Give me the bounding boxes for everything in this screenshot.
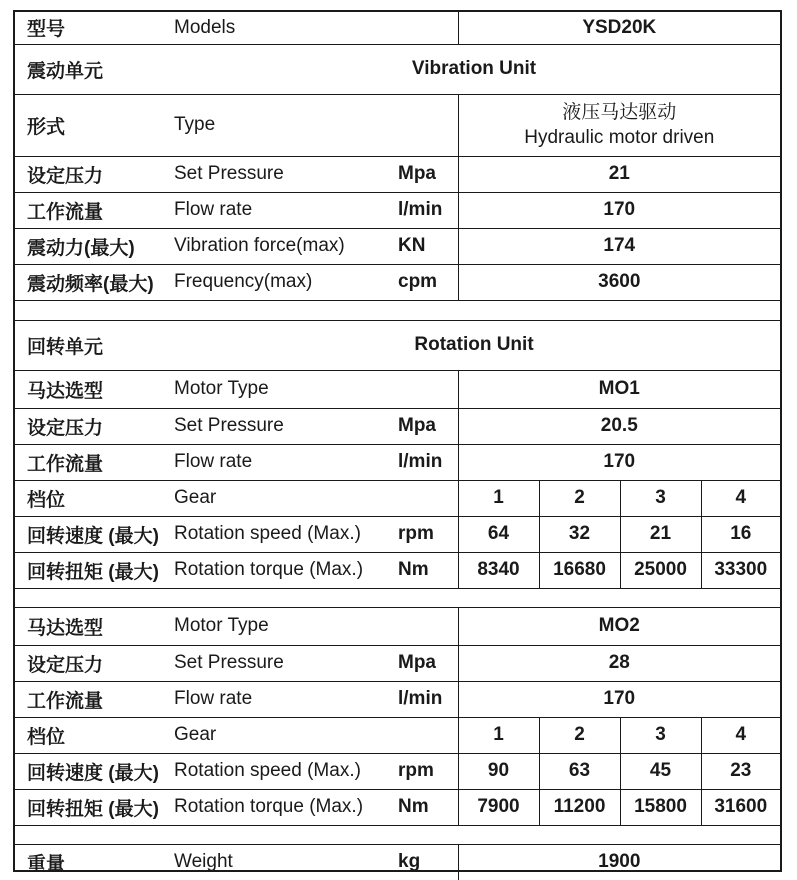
flow-label-cn: 工作流量 — [15, 192, 168, 228]
table-row — [15, 370, 780, 408]
model-label-cn: 型号 — [27, 19, 66, 41]
mo1-pressure-value: 20.5 — [458, 408, 780, 444]
mo2-gear-label-en: Gear — [168, 717, 458, 753]
force-unit: KN — [396, 228, 458, 264]
rotation-section-title: Rotation Unit — [168, 320, 780, 370]
mo1-speed-4: 16 — [701, 516, 780, 552]
spec-table — [15, 12, 780, 880]
mo1-torque-4: 33300 — [701, 552, 780, 588]
frequency-unit: cpm — [396, 264, 458, 300]
mo2-torque-unit: Nm — [396, 789, 458, 825]
mo2-speed-2: 63 — [539, 753, 620, 789]
flow-value: 170 — [458, 192, 780, 228]
weight-unit: kg — [396, 844, 458, 880]
mo2-pressure-label-cn: 设定压力 — [15, 645, 168, 681]
weight-label-en: Weight — [168, 844, 396, 880]
mo1-gear-4: 4 — [701, 480, 780, 516]
table-row — [15, 607, 780, 645]
mo2-pressure-unit: Mpa — [396, 645, 458, 681]
table-row — [15, 717, 780, 753]
mo1-gear-3: 3 — [620, 480, 701, 516]
mo2-motor-label-cn: 马达选型 — [15, 607, 168, 645]
mo2-speed-label-cn: 回转速度 (最大) — [15, 753, 168, 789]
mo1-speed-label-en: Rotation speed (Max.) — [168, 516, 396, 552]
table-row — [15, 480, 780, 516]
mo1-torque-2: 16680 — [539, 552, 620, 588]
mo2-torque-3: 15800 — [620, 789, 701, 825]
type-value-cn: 液压马达驱动 — [562, 102, 677, 123]
table-row — [15, 516, 780, 552]
mo2-motor-value: MO2 — [458, 607, 780, 645]
type-value-en: Hydraulic motor driven — [524, 127, 715, 148]
table-row — [15, 753, 780, 789]
section-row — [15, 320, 780, 370]
spacer-row — [15, 588, 780, 607]
mo1-motor-value: MO1 — [458, 370, 780, 408]
mo1-torque-label-en: Rotation torque (Max.) — [168, 552, 396, 588]
mo1-pressure-unit: Mpa — [396, 408, 458, 444]
mo1-torque-3: 25000 — [620, 552, 701, 588]
mo2-speed-label-en: Rotation speed (Max.) — [168, 753, 396, 789]
weight-value: 1900 — [458, 844, 780, 880]
mo1-gear-1: 1 — [458, 480, 539, 516]
mo2-pressure-label-en: Set Pressure — [168, 645, 396, 681]
table-row — [15, 156, 780, 192]
mo1-speed-label-cn: 回转速度 (最大) — [15, 516, 168, 552]
table-row — [15, 192, 780, 228]
table-row — [15, 12, 780, 44]
table-row — [15, 844, 780, 880]
mo2-torque-2: 11200 — [539, 789, 620, 825]
mo2-speed-4: 23 — [701, 753, 780, 789]
pressure-label-cn: 设定压力 — [15, 156, 168, 192]
flow-unit: l/min — [396, 192, 458, 228]
table-row — [15, 264, 780, 300]
flow-label-en: Flow rate — [168, 192, 396, 228]
mo2-gear-2: 2 — [539, 717, 620, 753]
mo1-speed-3: 21 — [620, 516, 701, 552]
mo2-gear-label-cn: 档位 — [15, 717, 168, 753]
mo1-motor-label-en: Motor Type — [168, 370, 458, 408]
pressure-value: 21 — [458, 156, 780, 192]
model-label-en: Models — [174, 16, 236, 38]
model-value: YSD20K — [458, 12, 780, 44]
table-row — [15, 94, 780, 156]
spacer-row — [15, 300, 780, 320]
mo1-gear-label-cn: 档位 — [15, 480, 168, 516]
mo1-flow-label-en: Flow rate — [168, 444, 396, 480]
mo2-gear-4: 4 — [701, 717, 780, 753]
type-label-en: Type — [168, 94, 458, 156]
mo2-flow-value: 170 — [458, 681, 780, 717]
mo1-torque-unit: Nm — [396, 552, 458, 588]
mo1-flow-label-cn: 工作流量 — [15, 444, 168, 480]
mo2-gear-1: 1 — [458, 717, 539, 753]
mo1-flow-value: 170 — [458, 444, 780, 480]
mo1-torque-label-cn: 回转扭矩 (最大) — [15, 552, 168, 588]
mo1-speed-1: 64 — [458, 516, 539, 552]
mo1-gear-2: 2 — [539, 480, 620, 516]
mo2-speed-3: 45 — [620, 753, 701, 789]
mo2-flow-unit: l/min — [396, 681, 458, 717]
mo1-pressure-label-cn: 设定压力 — [15, 408, 168, 444]
table-row — [15, 408, 780, 444]
mo2-speed-1: 90 — [458, 753, 539, 789]
mo2-torque-label-en: Rotation torque (Max.) — [168, 789, 396, 825]
force-label-en: Vibration force(max) — [168, 228, 396, 264]
frequency-label-en: Frequency(max) — [168, 264, 396, 300]
mo1-gear-label-en: Gear — [168, 480, 458, 516]
frequency-label-cn: 震动频率(最大) — [15, 264, 168, 300]
table-row — [15, 228, 780, 264]
vibration-section-title: Vibration Unit — [168, 44, 780, 94]
table-row — [15, 444, 780, 480]
mo2-torque-1: 7900 — [458, 789, 539, 825]
table-row — [15, 789, 780, 825]
mo2-torque-4: 31600 — [701, 789, 780, 825]
mo1-torque-1: 8340 — [458, 552, 539, 588]
mo2-torque-label-cn: 回转扭矩 (最大) — [15, 789, 168, 825]
table-row — [15, 645, 780, 681]
mo2-flow-label-cn: 工作流量 — [15, 681, 168, 717]
mo1-speed-unit: rpm — [396, 516, 458, 552]
mo2-speed-unit: rpm — [396, 753, 458, 789]
vibration-section-cn: 震动单元 — [15, 44, 168, 94]
mo1-motor-label-cn: 马达选型 — [15, 370, 168, 408]
type-value — [458, 94, 780, 156]
force-value: 174 — [458, 228, 780, 264]
table-row — [15, 552, 780, 588]
mo2-gear-3: 3 — [620, 717, 701, 753]
frequency-value: 3600 — [458, 264, 780, 300]
force-label-cn: 震动力(最大) — [15, 228, 168, 264]
spacer-row — [15, 825, 780, 844]
mo1-flow-unit: l/min — [396, 444, 458, 480]
mo2-pressure-value: 28 — [458, 645, 780, 681]
mo2-flow-label-en: Flow rate — [168, 681, 396, 717]
pressure-unit: Mpa — [396, 156, 458, 192]
rotation-section-cn: 回转单元 — [15, 320, 168, 370]
pressure-label-en: Set Pressure — [168, 156, 396, 192]
mo1-speed-2: 32 — [539, 516, 620, 552]
mo1-pressure-label-en: Set Pressure — [168, 408, 396, 444]
mo2-motor-label-en: Motor Type — [168, 607, 458, 645]
type-label-cn: 形式 — [15, 94, 168, 156]
section-row — [15, 44, 780, 94]
weight-label-cn: 重量 — [15, 844, 168, 880]
table-row — [15, 681, 780, 717]
